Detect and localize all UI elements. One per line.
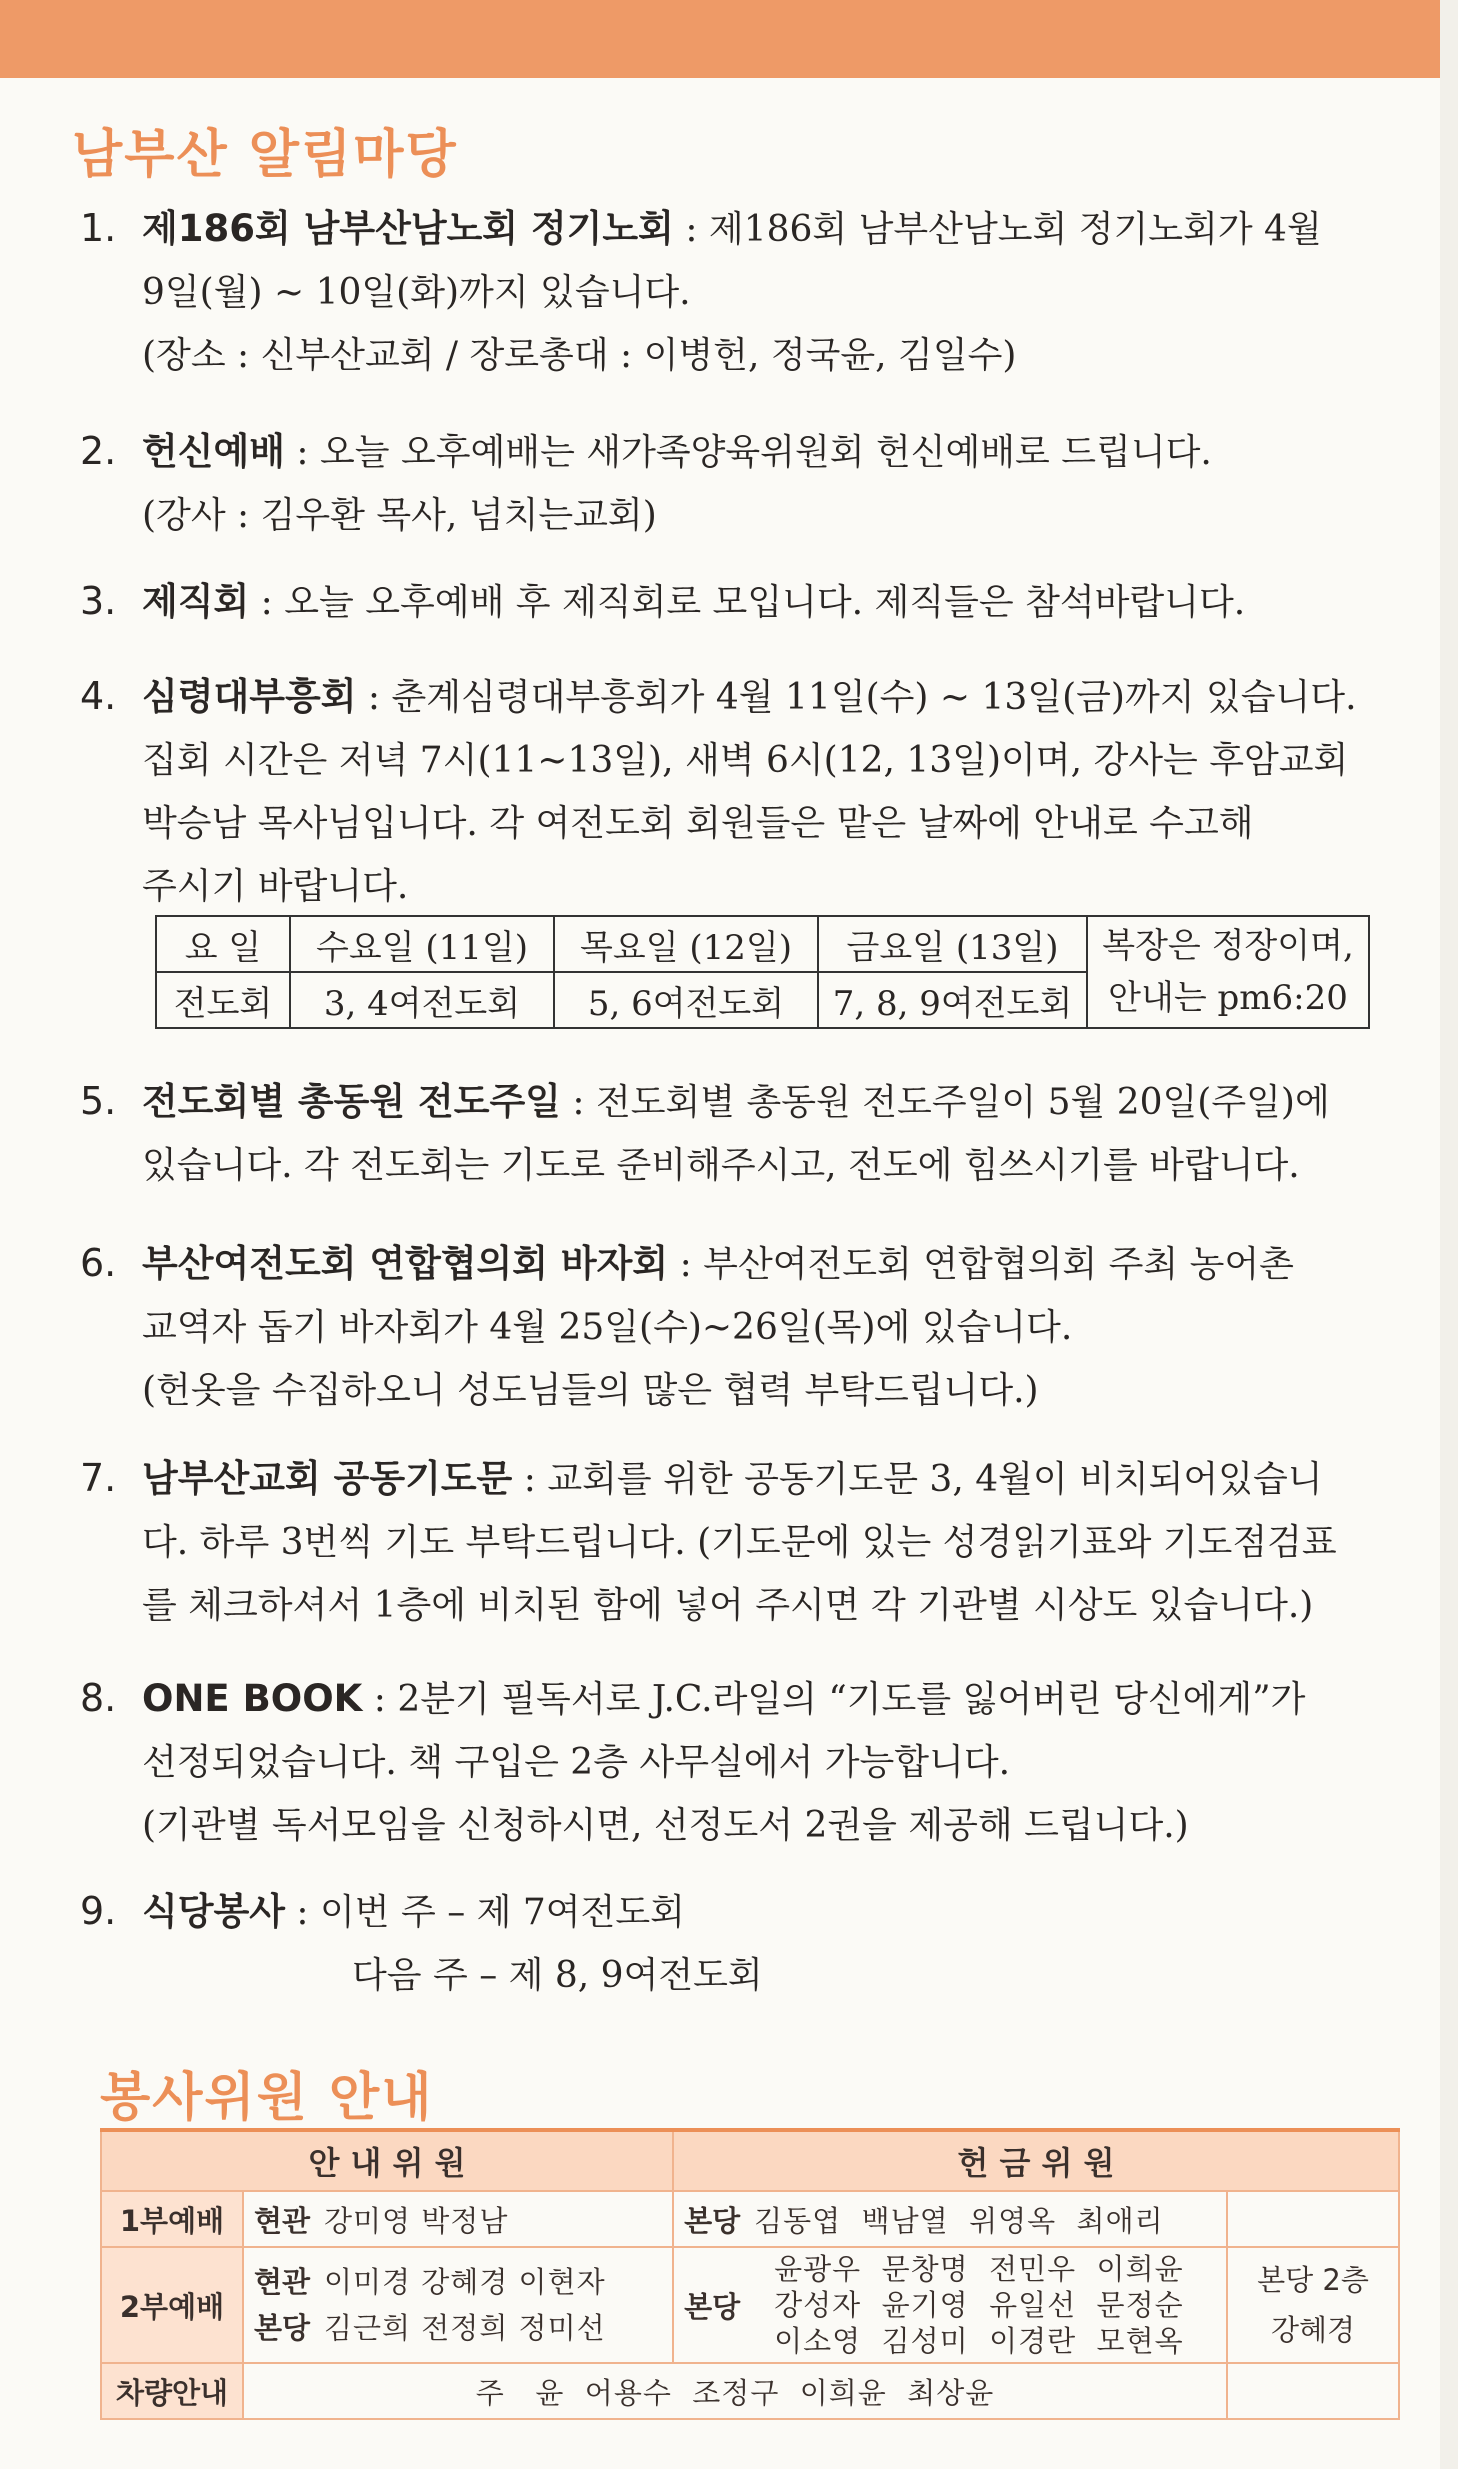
item-text: : 교회를 위한 공동기도문 3, 4월이 비치되어있습니: [512, 1459, 1323, 1500]
notice-item-3: [80, 570, 1380, 634]
top-color-bar: [0, 0, 1458, 78]
extra-cell: [1227, 2247, 1399, 2363]
row-label: 1부예배: [101, 2191, 243, 2247]
item-number: 4.: [80, 674, 117, 718]
table-cell: 금요일 (13일): [818, 916, 1087, 972]
column-header-guide: 안 내 위 원: [101, 2130, 673, 2191]
table-row: [101, 2247, 1399, 2363]
table-cell: 목요일 (12일): [554, 916, 818, 972]
column-header-offering: 헌 금 위 원: [673, 2130, 1399, 2191]
item-text: (장소 : 신부산교회 / 장로총대 : 이병헌, 정국윤, 김일수): [142, 335, 1017, 376]
note-line: 복장은 정장이며,: [1102, 926, 1354, 966]
item-heading: 심령대부흥회: [142, 675, 357, 718]
table-cell: 요 일: [156, 916, 290, 972]
notice-item-2: [80, 420, 1380, 547]
location-label: 본당 2층: [1257, 2263, 1369, 2297]
item-text: : 전도회별 총동원 전도주일이 5월 20일(주일)에: [560, 1082, 1330, 1123]
item-number: 6.: [80, 1241, 117, 1285]
item-text: 선정되었습니다. 책 구입은 2층 사무실에서 가능합니다.: [142, 1742, 1011, 1783]
item-heading: 부산여전도회 연합협의회 바자회: [142, 1242, 669, 1285]
table-row: [101, 2363, 1399, 2419]
names: 강미영 박정남: [324, 2203, 509, 2238]
table-row: [101, 2191, 1399, 2247]
item-heading: 전도회별 총동원 전도주일: [142, 1080, 561, 1123]
table-note-cell: [1087, 916, 1369, 1028]
guide-cell: [243, 2191, 673, 2247]
item-text: (강사 : 김우환 목사, 넘치는교회): [142, 495, 657, 536]
item-heading: 식당봉사: [142, 1890, 285, 1933]
item-heading: 남부산교회 공동기도문: [142, 1457, 513, 1500]
offering-cell: [673, 2191, 1227, 2247]
item-text: 집회 시간은 저녁 7시(11~13일), 새벽 6시(12, 13일)이며, 강사는 후암교회: [142, 740, 1349, 781]
item-text: : 춘계심령대부흥회가 4월 11일(수) ~ 13일(금)까지 있습니다.: [356, 677, 1357, 718]
row-label: 2부예배: [101, 2247, 243, 2363]
item-heading: 헌신예배: [142, 430, 285, 473]
item-text: : 2분기 필독서로 J.C.라일의 “기도를 잃어버린 당신에게”가: [362, 1679, 1306, 1720]
item-text: (헌옷을 수집하오니 성도님들의 많은 협력 부탁드립니다.): [142, 1370, 1039, 1411]
note-line: 안내는 pm6:20: [1108, 978, 1348, 1018]
table-cell: 3, 4여전도회: [290, 972, 554, 1028]
location-label: 본당: [684, 2289, 741, 2324]
location-label: 현관: [254, 2203, 311, 2238]
names: 김동엽 백남열 위영옥 최애리: [754, 2203, 1164, 2238]
service-title: 봉사위원 안내: [100, 2068, 434, 2128]
item-number: 9.: [80, 1889, 117, 1933]
item-text: : 제186회 남부산남노회 정기노회가 4월: [673, 209, 1322, 250]
notice-item-9: [80, 1880, 1380, 2007]
item-heading: 제직회: [142, 580, 250, 623]
item-text: 9일(월) ~ 10일(화)까지 있습니다.: [142, 272, 691, 313]
item-text: 다음 주 – 제 8, 9여전도회: [352, 1955, 763, 1996]
item-text: 있습니다. 각 전도회는 기도로 준비해주시고, 전도에 힘쓰시기를 바랍니다.: [142, 1145, 1300, 1186]
item-number: 7.: [80, 1456, 117, 1500]
item-text: 주시기 바랍니다.: [142, 866, 409, 907]
item-number: 1.: [80, 206, 117, 250]
notice-item-7: [80, 1447, 1380, 1637]
item-text: : 오늘 오후예배는 새가족양육위원회 헌신예배로 드립니다.: [284, 432, 1212, 473]
item-text: : 오늘 오후예배 후 제직회로 모입니다. 제직들은 참석바랍니다.: [249, 582, 1246, 623]
empty-cell: [1227, 2191, 1399, 2247]
location-label: 현관: [254, 2265, 311, 2299]
item-number: 5.: [80, 1079, 117, 1123]
item-number: 8.: [80, 1676, 117, 1720]
item-text: : 부산여전도회 연합협의회 주최 농어촌: [668, 1244, 1294, 1285]
notice-item-8: [80, 1667, 1380, 1857]
names: 강혜경: [1270, 2313, 1356, 2347]
names: 윤광우 문창명 전민우 이희윤: [774, 2252, 1184, 2286]
empty-cell: [1227, 2363, 1399, 2419]
item-text: 박승남 목사님입니다. 각 여전도회 회원들은 맡은 날짜에 안내로 수고해: [142, 803, 1254, 844]
notice-item-6: [80, 1232, 1380, 1422]
item-heading: ONE BOOK: [142, 1677, 363, 1720]
table-header-row: [101, 2130, 1399, 2191]
notice-item-1: [80, 197, 1380, 387]
table-cell: 수요일 (11일): [290, 916, 554, 972]
location-label: 본당: [684, 2203, 741, 2238]
table-cell: 7, 8, 9여전도회: [818, 972, 1087, 1028]
item-text: 를 체크하셔서 1층에 비치된 함에 넣어 주시면 각 기관별 시상도 있습니다.): [142, 1585, 1314, 1626]
offering-location: [673, 2247, 764, 2363]
item-text: 교역자 돕기 바자회가 4월 25일(수)~26일(목)에 있습니다.: [142, 1307, 1073, 1348]
names: 이소영 김성미 이경란 모현옥: [774, 2324, 1184, 2358]
item-text: 다. 하루 3번씩 기도 부탁드립니다. (기도문에 있는 성경읽기표와 기도점검표: [142, 1522, 1337, 1563]
notice-item-5: [80, 1070, 1380, 1197]
location-label: 본당: [254, 2311, 311, 2345]
guide-cell: [243, 2247, 673, 2363]
names: 김근희 전정희 정미선: [324, 2311, 606, 2345]
table-cell: 전도회: [156, 972, 290, 1028]
names: 강성자 윤기영 유일선 문정순: [774, 2288, 1184, 2322]
names: 이미경 강혜경 이현자: [324, 2265, 606, 2299]
table-cell: 5, 6여전도회: [554, 972, 818, 1028]
notice-item-4: [80, 665, 1380, 918]
item-number: 3.: [80, 579, 117, 623]
names: 주 윤 어용수 조정구 이희윤 최상윤: [243, 2363, 1227, 2419]
revival-schedule-table: [155, 915, 1370, 1029]
item-text: : 이번 주 – 제 7여전도회: [284, 1892, 685, 1933]
table-row: [156, 916, 1369, 972]
service-table: [100, 2128, 1400, 2420]
item-number: 2.: [80, 429, 117, 473]
item-heading: 제186회 남부산남노회 정기노회: [142, 207, 674, 250]
offering-names: [764, 2247, 1227, 2363]
row-label: 차량안내: [101, 2363, 243, 2419]
notices-title: 남부산 알림마당: [72, 125, 458, 185]
page-edge: [1440, 0, 1458, 2469]
item-text: (기관별 독서모임을 신청하시면, 선정도서 2권을 제공해 드립니다.): [142, 1805, 1189, 1846]
